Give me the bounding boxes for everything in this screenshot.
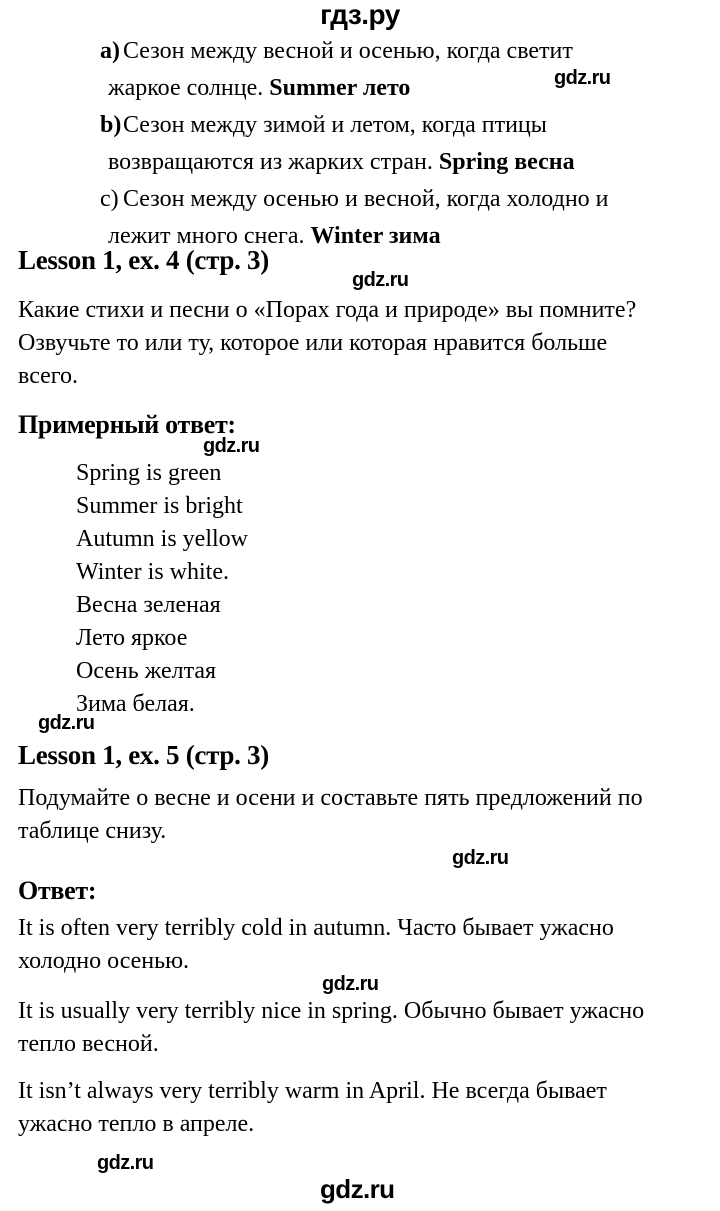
item-a-line1: Сезон между весной и осенью, когда светит (123, 38, 573, 64)
task-line: таблице снизу. (18, 818, 167, 844)
item-a-answer: Summer лето (269, 75, 411, 101)
item-c-label: c) (100, 186, 119, 212)
answer-line: It is often very terribly cold in autumn. Часто бывает ужасно (18, 915, 614, 941)
site-header-title: гдз.ру (320, 0, 400, 30)
answer-line: холодно осенью. (18, 948, 190, 974)
task-line: Какие стихи и песни о «Порах года и природе» вы помните? (18, 297, 637, 323)
item-a-label: a) (100, 38, 120, 64)
lesson5-answer-2 (18, 995, 644, 1061)
item-a-line2: жаркое солнце. (108, 75, 270, 101)
answer-line: It is usually very terribly nice in spring. Обычно бывает ужасно (18, 998, 645, 1024)
answer-line: ужасно тепло в апреле. (18, 1111, 255, 1137)
poem-line: Зима белая. (76, 691, 195, 717)
lesson5-answer-1 (18, 912, 614, 978)
lesson5-answer-label: Ответ: (18, 876, 97, 905)
answer-line: тепло весной. (18, 1031, 159, 1057)
item-c-line2: лежит много снега. (108, 223, 311, 249)
lesson4-poem (76, 457, 248, 721)
gdz-watermark: gdz.ru (320, 1174, 395, 1204)
item-b-line2: возвращаются из жарких стран. (108, 149, 439, 175)
poem-line: Весна зеленая (76, 592, 221, 618)
gdz-watermark: gdz.ru (203, 435, 260, 457)
poem-line: Лето яркое (76, 625, 188, 651)
lesson4-task (18, 294, 636, 393)
poem-line: Autumn is yellow (76, 526, 248, 552)
task-line: Подумайте о весне и осени и составьте пять предложений по (18, 785, 643, 811)
gdz-watermark: gdz.ru (554, 67, 611, 89)
answer-line: It isn’t always very terribly warm in April. Не всегда бывает (18, 1078, 607, 1104)
gdz-watermark: gdz.ru (38, 712, 95, 734)
item-b-label: b) (100, 112, 122, 138)
lesson5-answer-3 (18, 1075, 607, 1141)
gdz-watermark: gdz.ru (97, 1152, 154, 1174)
poem-line: Осень желтая (76, 658, 217, 684)
gdz-watermark: gdz.ru (352, 269, 409, 291)
task-line: всего. (18, 363, 79, 389)
lesson4-answer-label: Примерный ответ: (18, 410, 236, 439)
poem-line: Winter is white. (76, 559, 229, 585)
item-c-line1: Сезон между осенью и весной, когда холодно и (123, 186, 609, 212)
item-b-line1: Сезон между зимой и летом, когда птицы (123, 112, 547, 138)
task-line: Озвучьте то или ту, которое или которая нравится больше (18, 330, 608, 356)
list-item-b (100, 107, 700, 181)
poem-line: Spring is green (76, 460, 222, 486)
gdz-watermark: gdz.ru (452, 847, 509, 869)
item-b-answer: Spring весна (438, 149, 575, 175)
seasons-definition-list (100, 33, 700, 255)
gdz-watermark: gdz.ru (322, 973, 379, 995)
lesson5-heading: Lesson 1, ex. 5 (стр. 3) (18, 740, 269, 770)
lesson5-task (18, 782, 643, 848)
poem-line: Summer is bright (76, 493, 243, 519)
item-c-answer: Winter зима (310, 223, 441, 249)
lesson4-heading: Lesson 1, ex. 4 (стр. 3) (18, 245, 269, 275)
